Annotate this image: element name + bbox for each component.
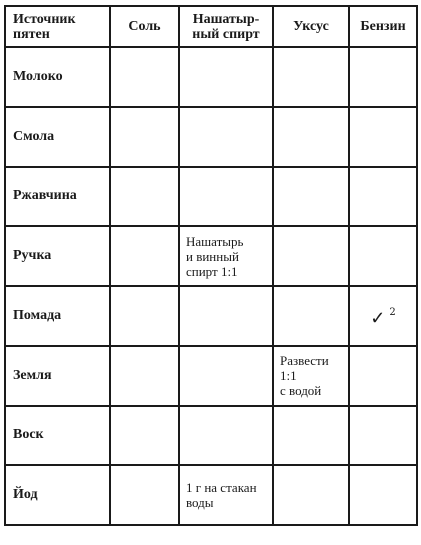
cell-salt [110,107,179,167]
cell-ammonia [179,167,273,227]
cell-ammonia [179,406,273,466]
cell-gasoline [349,286,417,346]
row-label: Молоко [5,47,110,107]
cell-ammonia [179,47,273,107]
cell-vinegar [273,47,349,107]
table-row [5,346,417,406]
table-row [5,107,417,167]
header-ammonia: Нашатыр- ный спирт [179,6,273,47]
header-salt: Соль [110,6,179,47]
row-label: Земля [5,346,110,406]
table-row [5,406,417,466]
cell-ammonia: 1 г на стакан воды [179,465,273,525]
cell-gasoline [349,226,417,286]
cell-vinegar [273,406,349,466]
footnote-marker: 2 [389,307,396,319]
cell-ammonia [179,107,273,167]
cell-salt [110,286,179,346]
table-row [5,47,417,107]
cell-vinegar: Развести 1:1 с водой [273,346,349,406]
cell-vinegar [273,167,349,227]
cell-vinegar [273,226,349,286]
row-label: Ручка [5,226,110,286]
cell-vinegar [273,465,349,525]
header-vinegar: Уксус [273,6,349,47]
table-row [5,465,417,525]
cell-ammonia [179,346,273,406]
cell-gasoline [349,107,417,167]
cell-ammonia: Нашатырь и винный спирт 1:1 [179,226,273,286]
header-row [5,6,417,47]
cell-vinegar [273,286,349,346]
cell-gasoline [349,346,417,406]
cell-gasoline [349,47,417,107]
cell-gasoline [349,167,417,227]
cell-salt [110,465,179,525]
header-source: Источник пятен [5,6,110,47]
cell-gasoline [349,406,417,466]
cell-salt [110,406,179,466]
row-label: Йод [5,465,110,525]
row-label: Ржавчина [5,167,110,227]
cell-salt [110,346,179,406]
cell-vinegar [273,107,349,167]
row-label: Воск [5,406,110,466]
cell-salt [110,47,179,107]
table-row [5,167,417,227]
header-gasoline: Бензин [349,6,417,47]
table-row [5,286,417,346]
cell-ammonia [179,286,273,346]
checkmark-icon: ✓ [370,308,386,330]
table-row [5,226,417,286]
cell-salt [110,226,179,286]
row-label: Смола [5,107,110,167]
row-label: Помада [5,286,110,346]
cell-salt [110,167,179,227]
stain-removal-table [4,5,418,526]
cell-gasoline [349,465,417,525]
